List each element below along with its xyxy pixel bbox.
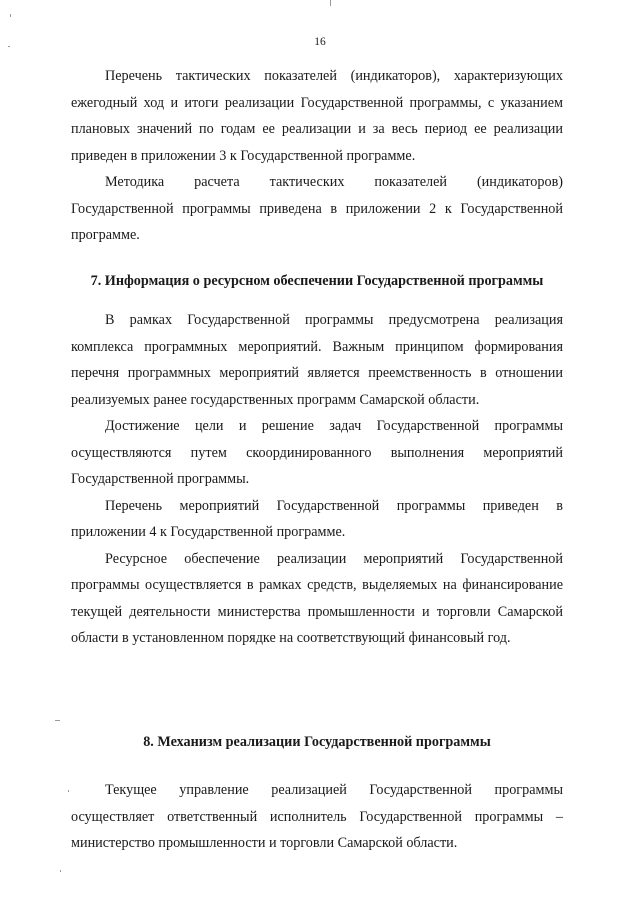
- paragraph-activities-list: Перечень мероприятий Государственной программы приведен в приложении 4 к Государственной программе.: [71, 497, 563, 540]
- section-8-body: [71, 777, 563, 857]
- section-heading-7: 7. Информация о ресурсном обеспечении Государственной программы: [90, 273, 544, 289]
- scan-speck: [10, 14, 11, 17]
- section-intro: [71, 63, 563, 249]
- paragraph-program-activities: В рамках Государственной программы предусмотрена реализация комплекса программных мероприятий. Важным принципом формирования перечня программных мероприятий является преемственность в отношении реализуемых ранее государственных программ Самарской области.: [71, 312, 563, 408]
- page-number: 16: [314, 36, 326, 48]
- section-heading-8: 8. Механизм реализации Государственной программы: [143, 734, 491, 750]
- paragraph-indicators-method: Методика расчета тактических показателей (индикаторов) Государственной программы приведена в приложении 2 к Государственной программе.: [71, 174, 563, 243]
- scan-speck: [55, 720, 60, 721]
- section-7-body: [71, 307, 563, 652]
- paragraph-resource-provision: Ресурсное обеспечение реализации мероприятий Государственной программы осуществляется в рамках средств, выделяемых на финансирование текущей деятельности министерства промышленности и торговли Самарской области в установленном порядке на соответствующий финансовый год.: [71, 550, 563, 646]
- scan-speck: [330, 0, 331, 6]
- scan-speck: [68, 790, 69, 792]
- scan-speck: [60, 870, 61, 872]
- paragraph-program-management: Текущее управление реализацией Государственной программы осуществляет ответственный исполнитель Государственной программы – министерство промышленности и торговли Самарской области.: [71, 782, 563, 851]
- paragraph-goal-achievement: Достижение цели и решение задач Государственной программы осуществляются путем скоординированного выполнения мероприятий Государственной программы.: [71, 418, 563, 487]
- paragraph-indicators-list: Перечень тактических показателей (индикаторов), характеризующих ежегодный ход и итоги реализации Государственной программы, с указанием плановых значений по годам ее реализации и за весь период ее реализации приведен в приложении 3 к Государственной программе.: [71, 68, 563, 164]
